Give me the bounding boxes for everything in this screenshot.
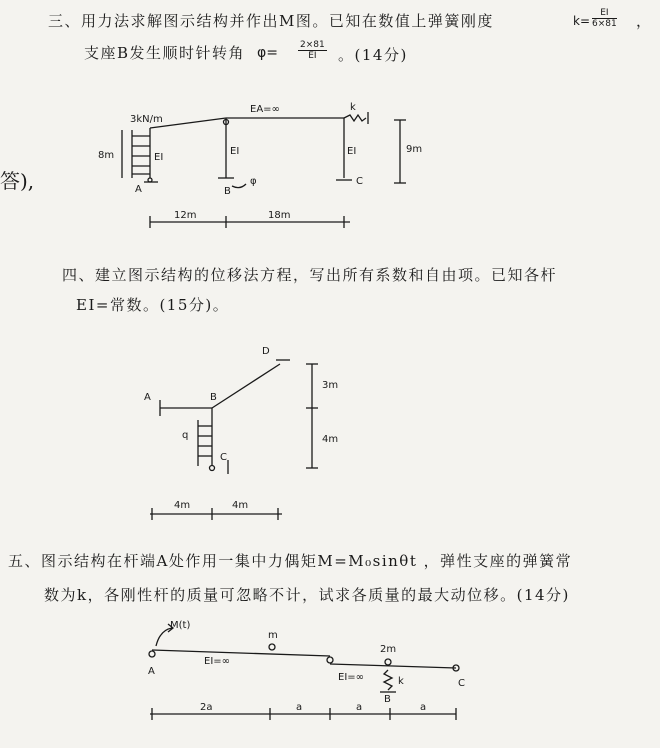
q3-ei-right: EI <box>347 146 357 157</box>
q5-spring-k: k <box>398 676 404 687</box>
q5-moment-label: M(t) <box>170 620 191 631</box>
q3-phi-label: φ= <box>257 45 278 61</box>
q5-span-2a: 2a <box>200 702 213 713</box>
q4-height-bottom: 4m <box>322 434 339 445</box>
q4-member-bd <box>212 364 280 408</box>
q3-k-spring-label: k <box>350 102 356 113</box>
q4-node-d: D <box>262 346 270 357</box>
q5-ei-left: EI=∞ <box>204 656 230 667</box>
q5-ei-right: EI=∞ <box>338 672 364 683</box>
q5-line1: 五、图示结构在杆端A处作用一集中力偶矩M=M₀sinθt ，弹性支座的弹簧常 <box>8 552 573 570</box>
q4-node-a: A <box>144 392 151 403</box>
q4-node-c: C <box>220 452 227 463</box>
q3-k-numerator: EI <box>592 8 617 19</box>
q4-load-q: q <box>182 430 189 441</box>
q3-support-c: C <box>356 176 363 187</box>
q5-beam-left <box>152 650 330 656</box>
q3-ei-left: EI <box>154 152 164 163</box>
q3-spring <box>344 115 366 121</box>
q5-beam-right <box>330 664 456 668</box>
q5-support-b: B <box>384 694 391 705</box>
q5-support-c: C <box>458 678 465 689</box>
q5-spring <box>384 670 392 690</box>
q3-span2: 18m <box>268 210 291 221</box>
q3-rotation-phi: φ <box>250 176 257 187</box>
q3-support-b: B <box>224 186 231 197</box>
q3-support-a: A <box>135 184 142 195</box>
q3-height-right: 9m <box>406 144 423 155</box>
q5-line2: 数为k，各刚性杆的质量可忽略不计，试求各质量的最大动位移。(14分) <box>44 586 570 604</box>
q3-line2a: 支座B发生顺时针转角 <box>84 44 246 62</box>
q5-support-a: A <box>148 666 155 677</box>
q3-comma: ， <box>636 12 653 30</box>
q3-phi-numerator: 2×81 <box>300 40 325 50</box>
q5-span-a3: a <box>420 702 427 713</box>
q3-height-left: 8m <box>98 150 115 161</box>
q4-span2: 4m <box>232 500 249 511</box>
q3-load-label: 3kN/m <box>130 114 163 125</box>
q5-span-a2: a <box>356 702 363 713</box>
q3-k-label: k= <box>573 14 591 28</box>
q4-line1: 四、建立图示结构的位移法方程，写出所有系数和自由项。已知各杆 <box>62 266 558 284</box>
q3-phi-denominator: EI <box>308 51 317 61</box>
q4-line2: EI=常数。(15分)。 <box>76 296 230 314</box>
q4-height-top: 3m <box>322 380 339 391</box>
q3-ea-label: EA=∞ <box>250 104 280 115</box>
q5-mass-2m: 2m <box>380 644 397 655</box>
q4-node-b: B <box>210 392 217 403</box>
q3-ei-mid: EI <box>230 146 240 157</box>
q3-span1: 12m <box>174 210 197 221</box>
q3-line2b: 。(14分) <box>338 46 408 64</box>
q3-line1: 三、用力法求解图示结构并作出M图。已知在数值上弹簧刚度 <box>48 12 494 30</box>
q3-k-denominator: 6×81 <box>592 19 617 29</box>
margin-fragment: 答), <box>0 169 35 193</box>
q4-span1: 4m <box>174 500 191 511</box>
q5-mass-m: m <box>268 630 278 641</box>
q5-span-a1: a <box>296 702 303 713</box>
